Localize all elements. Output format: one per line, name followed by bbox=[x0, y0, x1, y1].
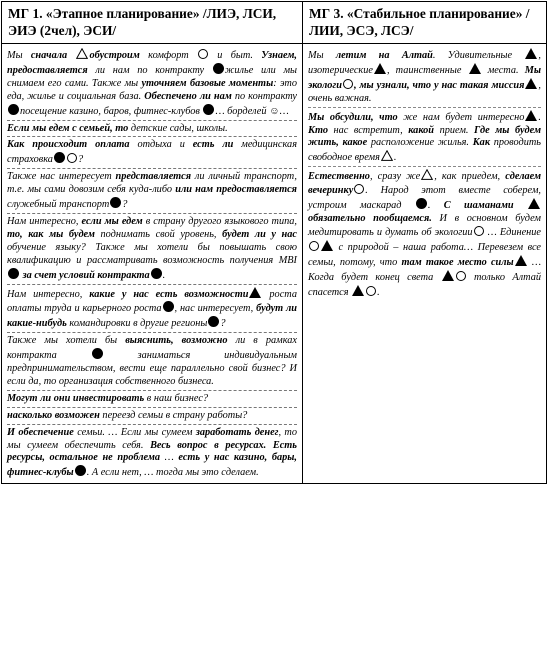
filled-circle-icon bbox=[75, 465, 86, 476]
filled-triangle-icon bbox=[374, 63, 386, 74]
filled-triangle-icon bbox=[525, 110, 537, 121]
filled-circle-icon bbox=[8, 104, 19, 115]
document-table bbox=[1, 1, 547, 484]
header-mg1: МГ 1. «Этапное планирование» /ЛИЭ, ЛСИ, ЭИЭ (2чел), ЭСИ/ bbox=[2, 2, 303, 44]
paragraph-8: Могут ли они инвестировать в наш бизнес? bbox=[7, 391, 297, 408]
paragraph-2: Мы обсудили, что же нам будет интересно . Кто нас встретит, какой прием. Где мы будем жить, какое расположение жилья. Как проводить свободное время . bbox=[308, 108, 541, 168]
filled-circle-icon bbox=[151, 268, 162, 279]
filled-circle-icon bbox=[54, 152, 65, 163]
column-mg1 bbox=[2, 44, 303, 484]
filled-triangle-icon bbox=[528, 198, 540, 209]
filled-circle-icon bbox=[203, 104, 214, 115]
paragraph-6: Нам интересно, какие у нас есть возможности роста оплаты труда и карьерного роста , нас интересует, будут ли какие-нибудь командировки в другие регионы ? bbox=[7, 285, 297, 334]
outline-circle-icon bbox=[354, 184, 364, 194]
filled-circle-icon bbox=[163, 301, 174, 312]
content-row bbox=[2, 44, 547, 484]
filled-triangle-icon bbox=[352, 285, 364, 296]
filled-triangle-icon bbox=[469, 63, 481, 74]
paragraph-10: И обеспечение семьи. … Если мы сумеем заработать денег, то мы сумеем обеспечить себя. Весь вопрос в ресурсах. Есть ресурсы, остальное не проблема … есть у нас казино, бары, фитнес-клубы . А если нет, … тогда мы это сделаем. bbox=[7, 426, 298, 479]
filled-triangle-icon bbox=[525, 48, 537, 59]
outline-circle-icon bbox=[366, 286, 376, 296]
filled-circle-icon bbox=[110, 197, 121, 208]
paragraph-5: Нам интересно, если мы едем в страну другого языкового типа, то, как мы будем поднимать свой уровень, будет ли у нас обучение языку? Также мы хотели бы повышать свою квалификацию и рассматривать возможность получения MBI за счет условий контракта . bbox=[7, 214, 297, 285]
filled-circle-icon bbox=[208, 316, 219, 327]
filled-triangle-icon bbox=[525, 78, 537, 89]
paragraph-1: Мы сначала обустроим комфорт и быт. Узнаем, предоставляется ли нам по контракту жилье или мы снимаем его сами. Также мы уточняем базовые моменты: это еда, жилье и социальная база. Обеспечено ли нам по контракту посещение казино, баров, фитнес-клубов … борделей ☺… bbox=[7, 46, 297, 121]
paragraph-7: Также мы хотели бы выяснить, возможно ли в рамках контракта заниматься индивидуальным предпринимательством, вести еще параллельно свой бизнес? И если да, то организация собственного бизнеса. bbox=[7, 333, 297, 391]
paragraph-9: насколько возможен переезд семьи в страну работы? bbox=[7, 408, 297, 425]
column-mg3 bbox=[303, 44, 547, 484]
header-row bbox=[2, 2, 547, 44]
filled-circle-icon bbox=[8, 268, 19, 279]
outline-triangle-icon bbox=[76, 48, 88, 59]
outline-triangle-icon bbox=[381, 150, 393, 161]
paragraph-1: Мы летим на Алтай. Удивительные , изотерические , таинственные места. Мы экологи , мы узнали, что у нас такая миссия , очень важная. bbox=[308, 46, 541, 108]
paragraph-3: Естественно, сразу же , как приедем, сделаем вечеринку . Народ этот вместе соберем, устроим маскарад . С шаманами обязательно пообщаемся. И в основном будем медитировать и думать об экологии … Единение с природой – наша работа… Перевезем все семьи, потому, что там такое место силы … Когда будет конец света только Алтай спасется . bbox=[308, 171, 542, 298]
header-mg3: МГ 3. «Стабильное планирование» /ЛИИ, ЭСЭ, ЛСЭ/ bbox=[303, 2, 547, 44]
outline-triangle-icon bbox=[421, 169, 433, 180]
outline-circle-icon bbox=[67, 153, 77, 163]
filled-circle-icon bbox=[213, 63, 224, 74]
filled-circle-icon bbox=[416, 198, 427, 209]
outline-circle-icon bbox=[343, 79, 353, 89]
filled-triangle-icon bbox=[442, 270, 454, 281]
outline-circle-icon bbox=[198, 49, 208, 59]
filled-triangle-icon bbox=[249, 287, 261, 298]
paragraph-2: Если мы едем с семьей, то детские сады, школы. bbox=[7, 121, 297, 138]
filled-triangle-icon bbox=[321, 240, 333, 251]
outline-circle-icon bbox=[456, 271, 466, 281]
filled-triangle-icon bbox=[515, 255, 527, 266]
paragraph-3: Как происходит оплата отдыха и есть ли медицинская страховка ? bbox=[7, 137, 297, 169]
outline-circle-icon bbox=[309, 241, 319, 251]
filled-circle-icon bbox=[92, 348, 103, 359]
paragraph-4: Также нас интересует представляется ли личный транспорт, т.е. мы сами довозим себя куда-либо или нам предоставляется служебный транспорт ? bbox=[7, 169, 297, 214]
outline-circle-icon bbox=[474, 226, 484, 236]
